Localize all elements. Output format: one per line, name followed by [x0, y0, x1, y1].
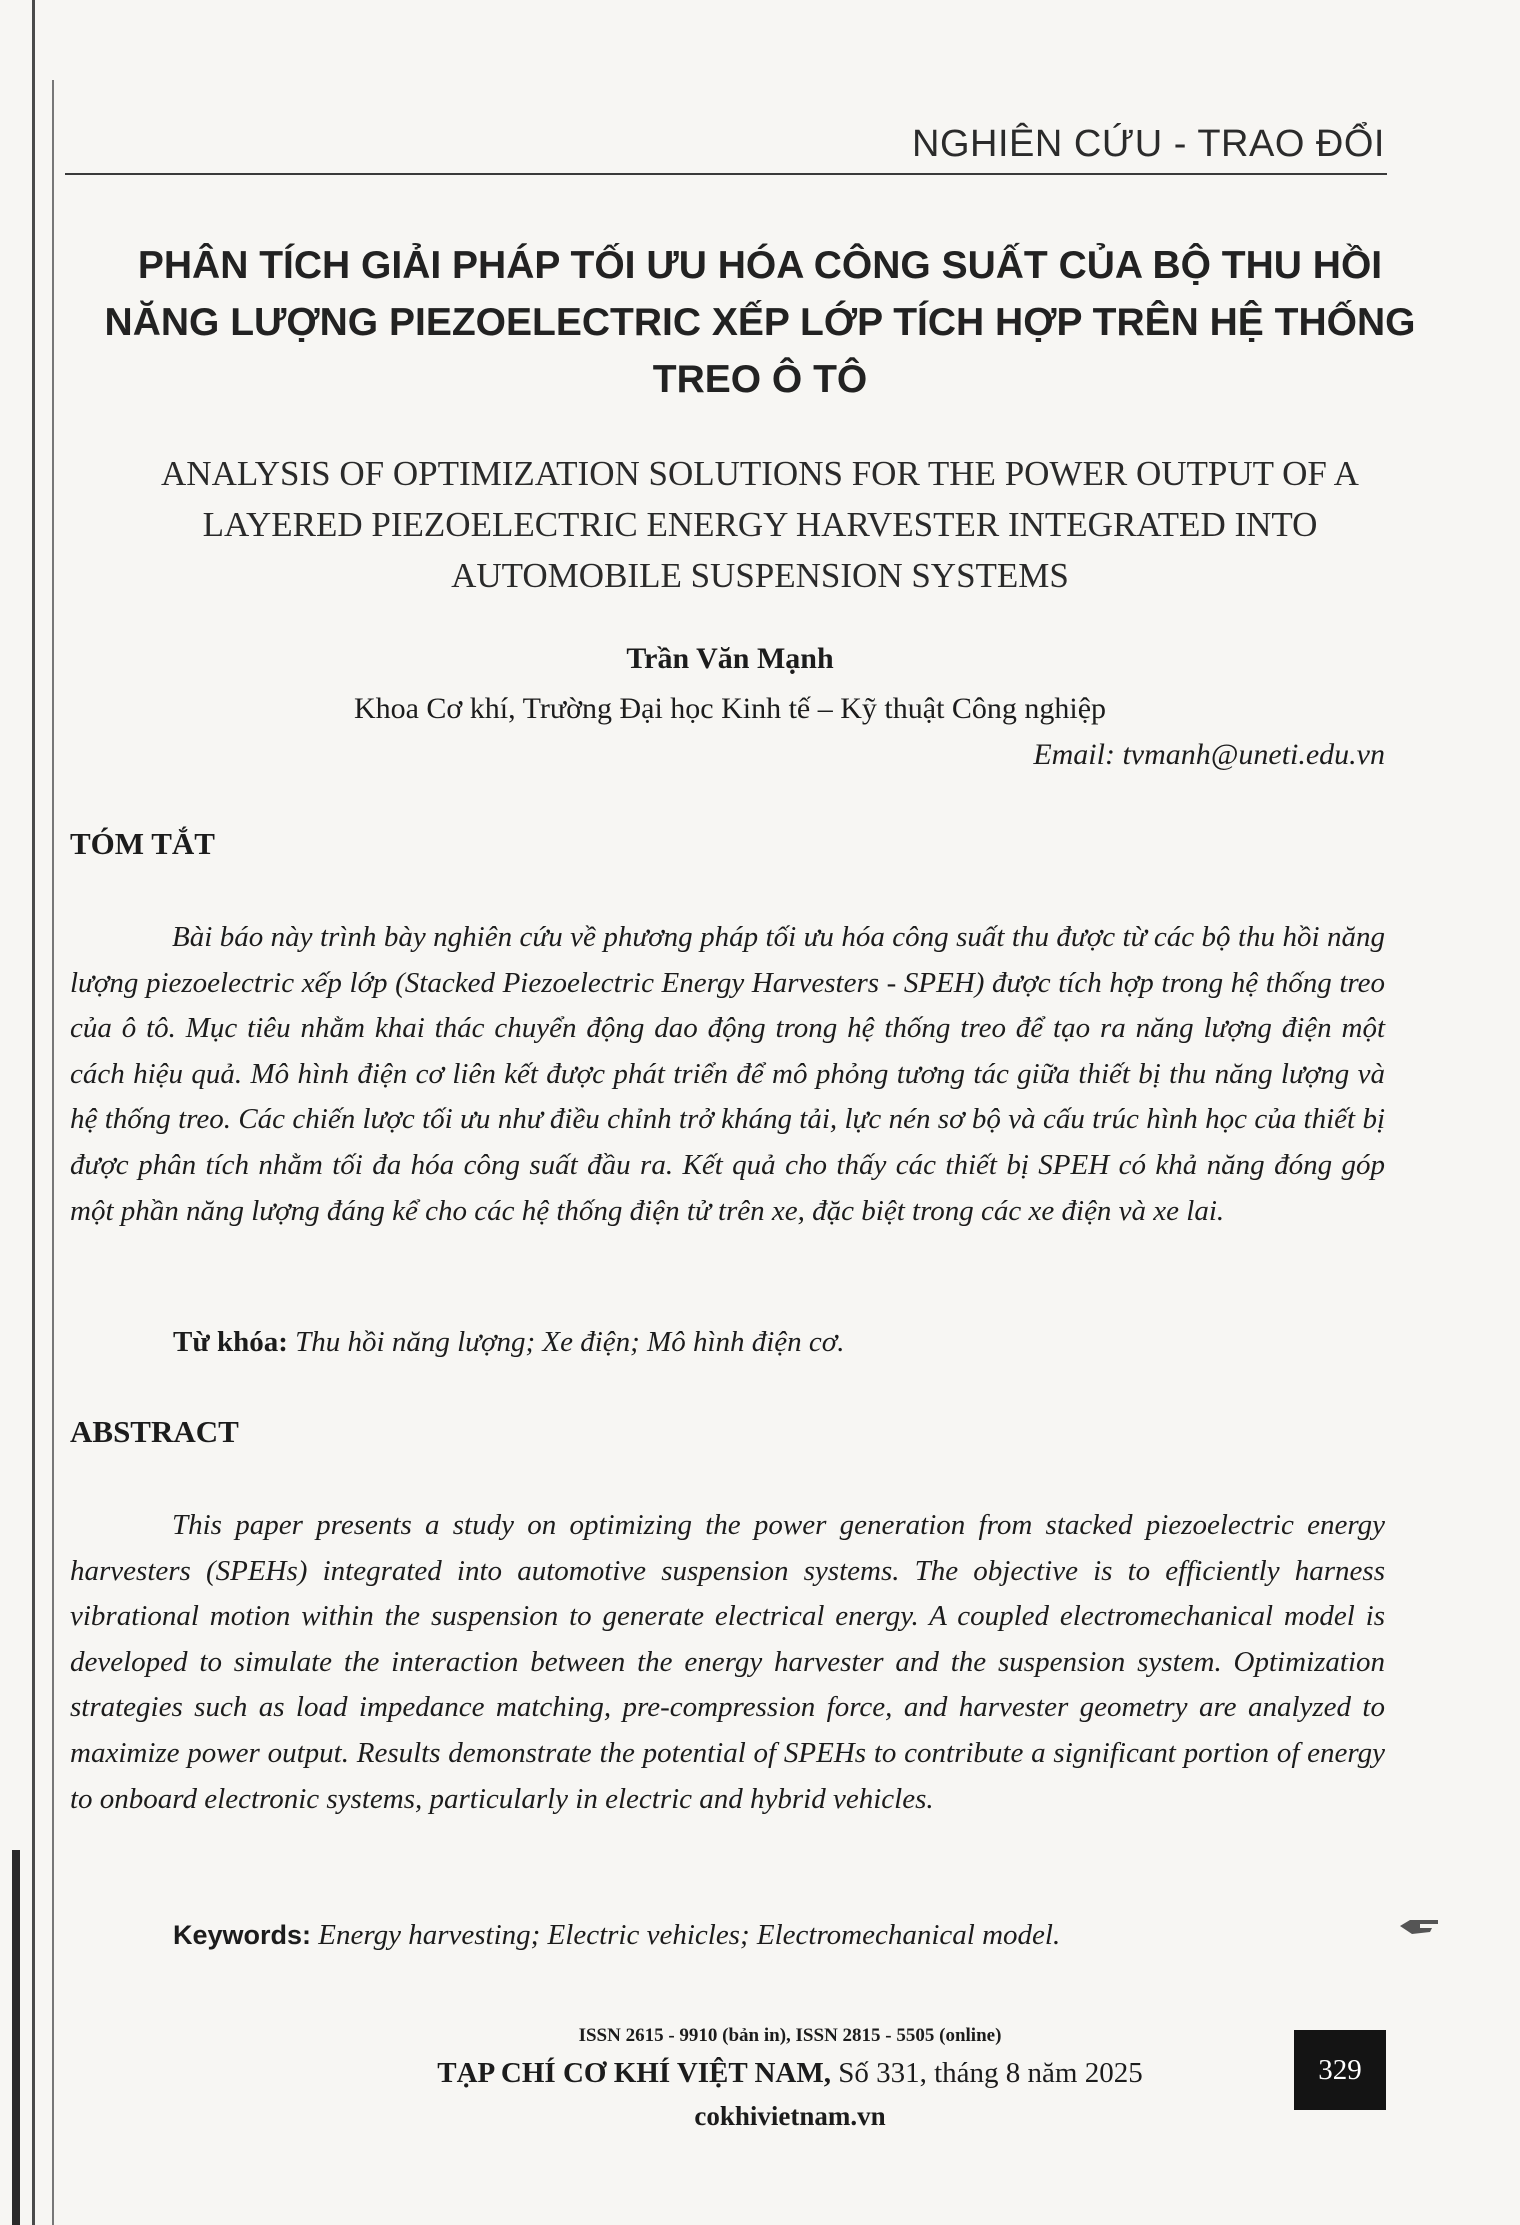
journal-name: TẠP CHÍ CƠ KHÍ VIỆT NAM,	[437, 2057, 831, 2089]
abstract-text: This paper presents a study on optimizing the power generation from stacked piezoelectric energy harvesters (SPEHs) integrated into automotive suspension systems. The objective is to efficiently harness vibrational motion within the suspension to generate electrical energy. A coupled electromechanical model is developed to simulate the interaction between the energy harvester and the suspension system. Optimization strategies such as load impedance matching, pre-compression force, and harvester geometry are analyzed to maximize power output. Results demonstrate the potential of SPEHs to contribute a significant portion of energy to onboard electronic systems, particularly in electric and hybrid vehicles.	[70, 1509, 1385, 1815]
keywords-en	[173, 1919, 1060, 1952]
header-rule	[65, 173, 1387, 175]
pointing-hand-icon	[1398, 1912, 1446, 1940]
keywords-en-values: Energy harvesting; Electric vehicles; Electromechanical model.	[318, 1919, 1061, 1951]
abstract-heading: ABSTRACT	[70, 1414, 239, 1449]
author-affiliation: Khoa Cơ khí, Trường Đại học Kinh tế – Kỹ thuật Công nghiệp	[353, 692, 1107, 725]
journal-issue: Số 331, tháng 8 năm 2025	[838, 2057, 1143, 2089]
journal-line	[380, 2057, 1200, 2090]
scan-edge-block	[12, 1850, 20, 2225]
title-vietnamese: PHÂN TÍCH GIẢI PHÁP TỐI ƯU HÓA CÔNG SUẤT CỦA BỘ THU HỒI NĂNG LƯỢNG PIEZOELECTRIC XẾP LỚP TÍCH HỢP TRÊN HỆ THỐNG TREO Ô TÔ	[104, 244, 1416, 401]
keywords-en-label: Keywords:	[173, 1920, 312, 1950]
issn-line: ISSN 2615 - 9910 (bản in), ISSN 2815 - 5505 (online)	[578, 2025, 1002, 2046]
keywords-vi	[173, 1326, 845, 1359]
keywords-vi-values: Thu hồi năng lượng; Xe điện; Mô hình điện cơ.	[295, 1326, 845, 1358]
title-english: ANALYSIS OF OPTIMIZATION SOLUTIONS FOR THE POWER OUTPUT OF A LAYERED PIEZOELECTRIC ENERGY HARVESTER INTEGRATED INTO AUTOMOBILE SUSPENSION SYSTEMS	[161, 454, 1359, 595]
summary-text: Bài báo này trình bày nghiên cứu về phương pháp tối ưu hóa công suất thu được từ các bộ thu hồi năng lượng piezoelectric xếp lớp (Stacked Piezoelectric Energy Harvesters - SPEH) được tích hợp trong hệ thống treo của ô tô. Mục tiêu nhằm khai thác chuyển động dao động trong hệ thống treo để tạo ra năng lượng điện một cách hiệu quả. Mô hình điện cơ liên kết được phát triển để mô phỏng tương tác giữa thiết bị thu năng lượng và hệ thống treo. Các chiến lược tối ưu như điều chỉnh trở kháng tải, lực nén sơ bộ và cấu trúc hình học của thiết bị được phân tích nhằm tối đa hóa công suất đầu ra. Kết quả cho thấy các thiết bị SPEH có khả năng đóng góp một phần năng lượng đáng kể cho các hệ thống điện tử trên xe, đặc biệt trong các xe điện và xe lai.	[70, 921, 1385, 1227]
section-category: NGHIÊN CỨU - TRAO ĐỔI	[912, 123, 1385, 165]
journal-website: cokhivietnam.vn	[694, 2101, 886, 2131]
keywords-vi-label: Từ khóa:	[173, 1326, 288, 1358]
scan-edge-line	[32, 0, 35, 2225]
author-email: Email: tvmanh@uneti.edu.vn	[1033, 738, 1385, 771]
summary-heading: TÓM TẮT	[70, 826, 215, 861]
page-number-badge: 329	[1294, 2030, 1386, 2110]
author-name: Trần Văn Mạnh	[626, 642, 834, 675]
scan-edge-line	[52, 80, 54, 2225]
